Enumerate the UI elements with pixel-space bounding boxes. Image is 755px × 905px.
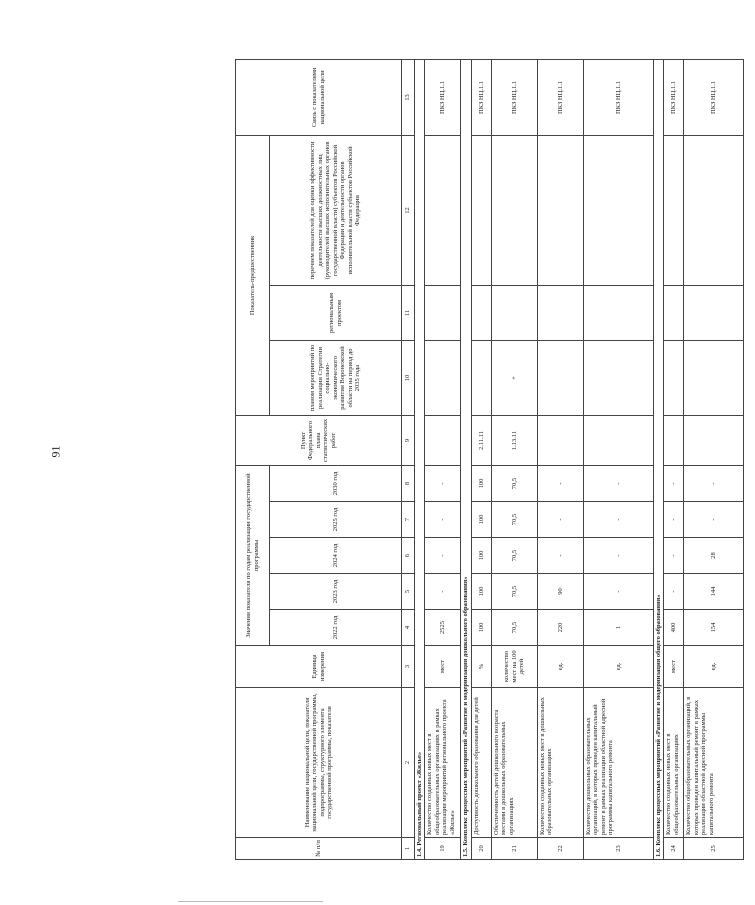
link-code: ПКЗ НЦ.1.1 <box>491 59 537 135</box>
value-2023: - <box>425 574 461 610</box>
list-mark <box>471 135 491 285</box>
plan-item: 1.13.11 <box>491 415 537 465</box>
value-2025: 100 <box>471 502 491 538</box>
row-name: Доступность дошкольного образования для детей <box>471 688 491 838</box>
header-link: Связь с показателями национальной цели <box>236 59 402 135</box>
col-number: 12 <box>402 135 415 285</box>
plan-item <box>684 415 744 465</box>
row-num: 23 <box>583 838 653 860</box>
col-number: 2 <box>402 688 415 838</box>
list-mark <box>491 135 537 285</box>
value-2030: - <box>664 465 684 501</box>
row-unit: мест <box>664 646 684 688</box>
value-2023: 100 <box>471 574 491 610</box>
table-row <box>491 59 537 859</box>
section-heading: 1.6. Комплекс процессных мероприятий «Развитие и модернизация общего образования» <box>653 59 663 859</box>
regional-mark <box>471 285 491 340</box>
row-unit: мест <box>425 646 461 688</box>
value-2023: - <box>664 574 684 610</box>
value-2030: - <box>537 465 583 501</box>
strategy-mark <box>471 340 491 415</box>
table-row <box>583 59 653 859</box>
value-2022: 400 <box>664 610 684 646</box>
header-year-2025: 2025 год <box>270 502 402 538</box>
regional-mark <box>684 285 744 340</box>
row-unit: ед. <box>537 646 583 688</box>
list-mark <box>583 135 653 285</box>
header-year-2022: 2022 год <box>270 610 402 646</box>
column-number-row <box>402 59 415 859</box>
value-2022: 2525 <box>425 610 461 646</box>
value-2025: 70,5 <box>491 502 537 538</box>
indicators-table <box>235 59 744 860</box>
col-number: 1 <box>402 838 415 860</box>
value-2024: - <box>583 538 653 574</box>
header-num: № п/п <box>236 838 402 860</box>
col-number: 11 <box>402 285 415 340</box>
document-sheet <box>235 60 755 860</box>
value-2025: - <box>537 502 583 538</box>
header-indicator-list: перечнем показателей для оценки эффективности деятельности высших должностных лиц (руководителей высших исполнительных органов государственной власти) субъектов Российской Федерации и деятельности органов исполнительной власти субъектов Российской Федерации <box>270 135 402 285</box>
row-unit: % <box>471 646 491 688</box>
page-number: 91 <box>48 445 63 458</box>
strategy-mark <box>537 340 583 415</box>
col-number: 8 <box>402 465 415 501</box>
plan-item <box>537 415 583 465</box>
value-2022: 1 <box>583 610 653 646</box>
col-number: 9 <box>402 415 415 465</box>
regional-mark <box>664 285 684 340</box>
col-number: 13 <box>402 59 415 135</box>
regional-mark <box>491 285 537 340</box>
value-2030: - <box>583 465 653 501</box>
row-num: 24 <box>664 838 684 860</box>
value-2023: 144 <box>684 574 744 610</box>
table-row <box>471 59 491 859</box>
header-values-group: Значения показателя по годам реализации государственной программы <box>236 465 270 645</box>
row-unit: ед. <box>583 646 653 688</box>
list-mark <box>425 135 461 285</box>
row-num: 19 <box>425 838 461 860</box>
table-row <box>664 59 684 859</box>
row-unit: ед. <box>684 646 744 688</box>
regional-mark <box>425 285 461 340</box>
list-mark <box>664 135 684 285</box>
section-heading: 1.4. Региональный проект «Жилье» <box>415 59 425 859</box>
header-unit: Единица измерения <box>236 646 402 688</box>
value-2024: 28 <box>684 538 744 574</box>
value-2022: 154 <box>684 610 744 646</box>
header-regional-project: региональным проектом <box>270 285 402 340</box>
strategy-mark <box>664 340 684 415</box>
strategy-mark <box>684 340 744 415</box>
value-2030: - <box>684 465 744 501</box>
row-num: 21 <box>491 838 537 860</box>
header-predecessor-group: Показатель-предшественник <box>236 135 270 415</box>
value-2025: - <box>664 502 684 538</box>
row-num: 25 <box>684 838 744 860</box>
bottom-rule <box>178 901 323 902</box>
plan-item: 2.11.11 <box>471 415 491 465</box>
value-2024: - <box>537 538 583 574</box>
value-2024: - <box>664 538 684 574</box>
strategy-mark: + <box>491 340 537 415</box>
row-name: Количество созданных новых мест в общеобразовательных организациях в рамках реализации мероприятий регионального проекта «Жилье» <box>425 688 461 838</box>
value-2024: 100 <box>471 538 491 574</box>
plan-item <box>664 415 684 465</box>
value-2023: 70,5 <box>491 574 537 610</box>
value-2022: 70,5 <box>491 610 537 646</box>
header-year-2023: 2023 год <box>270 574 402 610</box>
value-2030: - <box>425 465 461 501</box>
plan-item <box>425 415 461 465</box>
plan-item <box>583 415 653 465</box>
value-2024: 70,5 <box>491 538 537 574</box>
list-mark <box>537 135 583 285</box>
row-num: 20 <box>471 838 491 860</box>
col-number: 5 <box>402 574 415 610</box>
header-year-2030: 2030 год <box>270 465 402 501</box>
col-number: 6 <box>402 538 415 574</box>
table-row <box>425 59 461 859</box>
list-mark <box>684 135 744 285</box>
value-2025: - <box>684 502 744 538</box>
section-heading: 1.5. Комплекс процессных мероприятий «Развитие и модернизация дошкольного образования» <box>461 59 471 859</box>
row-unit: количество мест на 100 детей <box>491 646 537 688</box>
link-code: ПКЗ НЦ.1.1 <box>537 59 583 135</box>
table-row <box>537 59 583 859</box>
row-name: Обеспеченность детей дошкольного возраста местами в дошкольных образовательных организациях <box>491 688 537 838</box>
header-name: Наименование национальной цели, показателя национальной цели, государственной программы, подпрограммы, структурного элемента государственной программы, показателя <box>236 688 402 838</box>
value-2025: - <box>583 502 653 538</box>
row-name: Количество дошкольных образовательных организаций, в которых проведен капитальный ремонт в рамках реализации областной адресной программы капитального ремонта <box>583 688 653 838</box>
col-number: 3 <box>402 646 415 688</box>
strategy-mark <box>425 340 461 415</box>
col-number: 7 <box>402 502 415 538</box>
link-code: ПКЗ НЦ.1.1 <box>471 59 491 135</box>
value-2022: 100 <box>471 610 491 646</box>
value-2022: 220 <box>537 610 583 646</box>
strategy-mark <box>583 340 653 415</box>
row-name: Количество созданных новых мест в дошкольных образовательных организациях <box>537 688 583 838</box>
link-code: ПКЗ НЦ.1.1 <box>583 59 653 135</box>
row-name: Количество созданных новых мест в общеобразовательных организациях <box>664 688 684 838</box>
value-2024: - <box>425 538 461 574</box>
table-row <box>684 59 744 859</box>
regional-mark <box>583 285 653 340</box>
regional-mark <box>537 285 583 340</box>
header-strategy: планом мероприятий по реализации Стратегии социально-экономического развития Воронежской области на период до 2035 года <box>270 340 402 415</box>
header-year-2024: 2024 год <box>270 538 402 574</box>
link-code: ПКЗ НЦ.1.1 <box>664 59 684 135</box>
row-num: 22 <box>537 838 583 860</box>
row-name: Количество общеобразовательных организаций, в которых проведен капитальный ремонт в рамках реализации областной адресной программы капитального ремонта <box>684 688 744 838</box>
col-number: 4 <box>402 610 415 646</box>
value-2030: 70,5 <box>491 465 537 501</box>
col-number: 10 <box>402 340 415 415</box>
header-plan-item: Пункт Федерального плана статистических работ <box>236 415 402 465</box>
value-2025: - <box>425 502 461 538</box>
value-2030: 100 <box>471 465 491 501</box>
link-code: ПКЗ НЦ.1.1 <box>684 59 744 135</box>
value-2023: - <box>583 574 653 610</box>
value-2023: 90 <box>537 574 583 610</box>
link-code: ПКЗ НЦ.1.1 <box>425 59 461 135</box>
